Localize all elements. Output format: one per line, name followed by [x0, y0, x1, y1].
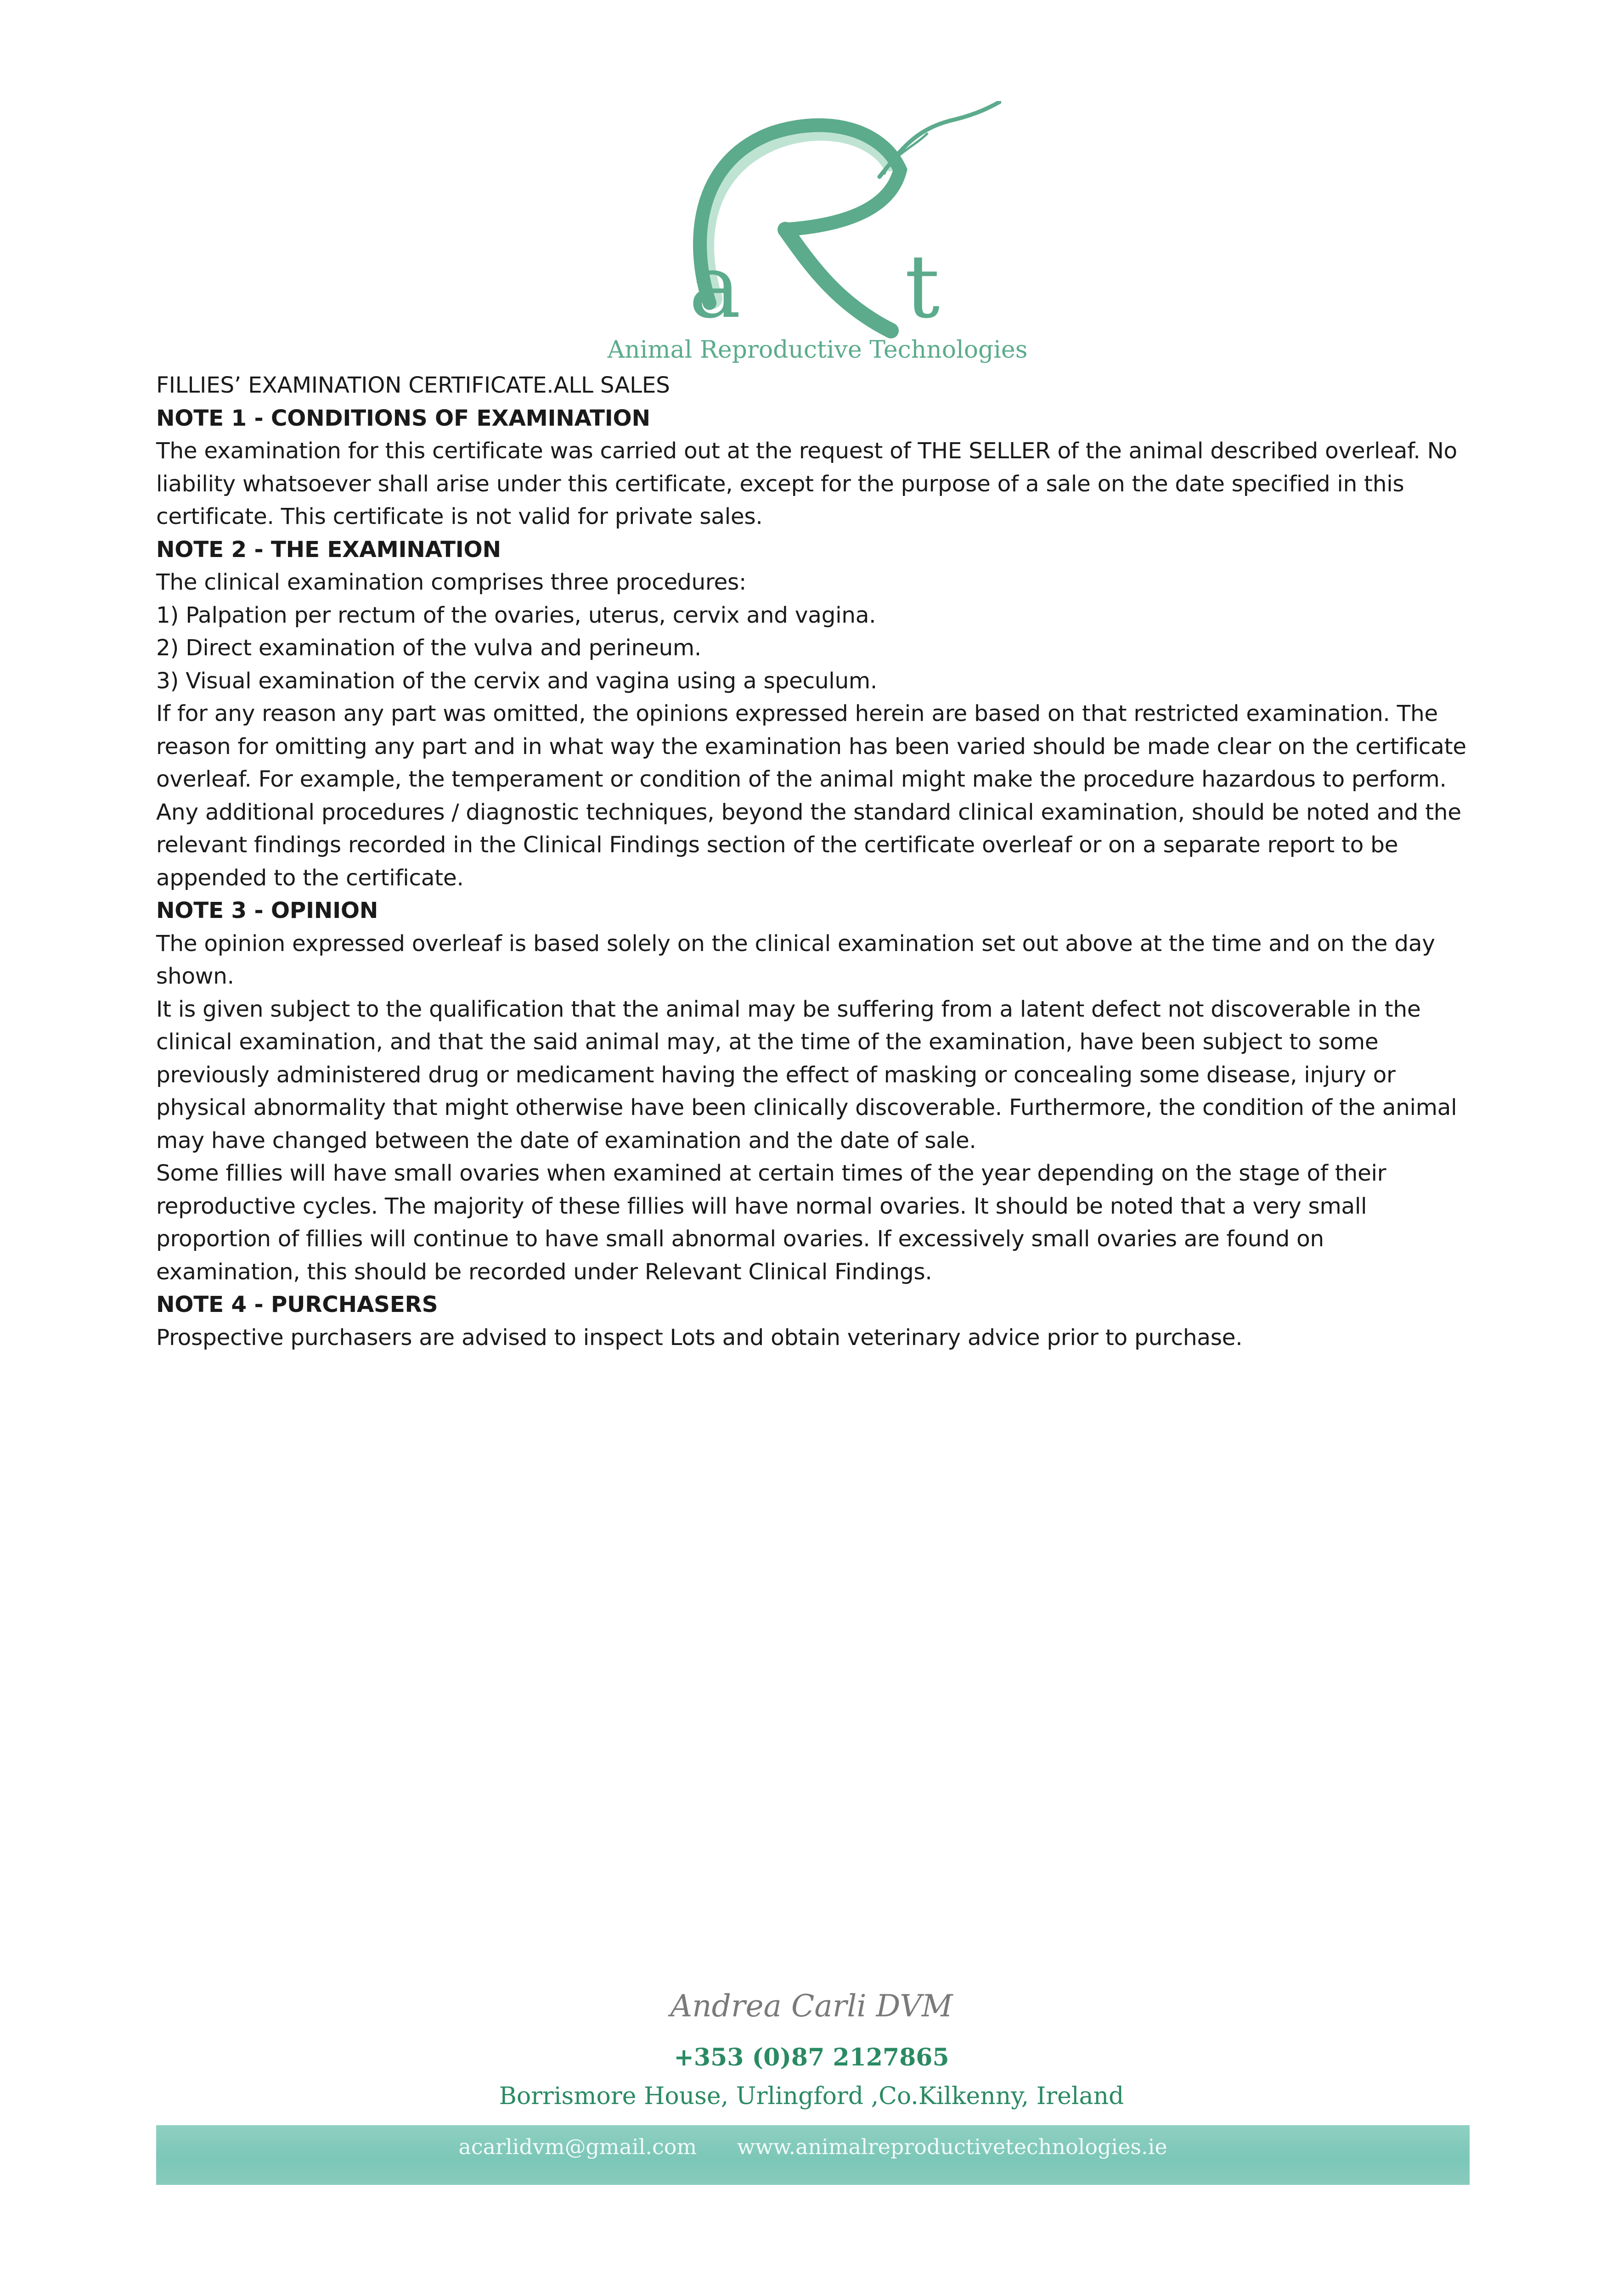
note1-text: The examination for this certificate was carried out at the request of THE SELLER of the animal described overleaf. No liability whatsoever shall arise under this certificate, except for the purpose of a sale on the date specified in this certificate. This certificate is not valid for private sales. — [156, 438, 1457, 529]
logo-tagline: Animal Reproductive Technologies — [607, 336, 1028, 364]
note3-heading: NOTE 3 - OPINION — [156, 898, 378, 923]
procedure-item: 3) Visual examination of the cervix and vagina using a speculum. — [156, 668, 877, 694]
art-logo-mark — [634, 101, 1001, 367]
note2-paragraph-additional: Any additional procedures / diagnostic techniques, beyond the standard clinical examination, should be noted and the relevant findings recorded in the Clinical Findings section of the certificate overleaf or on a separate report to be appended to the certificate. — [156, 799, 1461, 891]
footer-contact-line — [156, 2134, 1470, 2159]
vet-name: Andrea Carli DVM — [670, 1988, 953, 2024]
svg-text:a: a — [689, 236, 741, 338]
email-link[interactable]: acarlidvm@gmail.com — [458, 2134, 697, 2159]
svg-text:t: t — [905, 236, 940, 338]
note4-heading: NOTE 4 - PURCHASERS — [156, 1292, 438, 1317]
note3-paragraph-ovaries: Some fillies will have small ovaries when examined at certain times of the year depending on the stage of their reproductive cycles. The majority of these fillies will have normal ovaries. It should be noted that a very small proportion of fillies will continue to have small abnormal ovaries. If excessively small ovaries are found on examination, this should be recorded under Relevant Clinical Findings. — [156, 1160, 1386, 1285]
procedure-item: 1) Palpation per rectum of the ovaries, uterus, cervix and vagina. — [156, 602, 876, 628]
note1-heading: NOTE 1 - CONDITIONS OF EXAMINATION — [156, 405, 650, 431]
note3-paragraph-qualification: It is given subject to the qualification that the animal may be suffering from a latent defect not discoverable in the clinical examination, and that the said animal may, at the time of the examination, have been subject to some previously administered drug or medicament having the effect of masking or concealing some disease, injury or physical abnormality that might otherwise have been clinically discoverable. Furthermore, the condition of the animal may have changed between the date of examination and the date of sale. — [156, 996, 1457, 1154]
certificate-body — [156, 369, 1470, 1354]
phone-number: +353 (0)87 2127865 — [674, 2043, 949, 2071]
art-logo — [634, 101, 1001, 367]
note4-text: Prospective purchasers are advised to inspect Lots and obtain veterinary advice prior to purchase. — [156, 1324, 1243, 1351]
postal-address: Borrismore House, Urlingford ,Co.Kilkenny, Ireland — [499, 2082, 1124, 2110]
note2-intro: The clinical examination comprises three procedures: — [156, 569, 747, 595]
website-link[interactable]: www.animalreproductivetechnologies.ie — [737, 2134, 1167, 2159]
procedure-item: 2) Direct examination of the vulva and perineum. — [156, 635, 701, 661]
note3-paragraph-opinion: The opinion expressed overleaf is based solely on the clinical examination set out above at the time and on the day shown. — [156, 930, 1435, 989]
note2-heading: NOTE 2 - THE EXAMINATION — [156, 536, 501, 563]
certificate-title: FILLIES’ EXAMINATION CERTIFICATE.ALL SALES — [156, 372, 670, 398]
note2-paragraph-omitted: If for any reason any part was omitted, the opinions expressed herein are based on that restricted examination. The reason for omitting any part and in what way the examination has been varied should be made clear on the certificate overleaf. For example, the temperament or condition of the animal might make the procedure hazardous to perform. — [156, 701, 1466, 792]
footer-contact-band — [156, 2125, 1470, 2185]
